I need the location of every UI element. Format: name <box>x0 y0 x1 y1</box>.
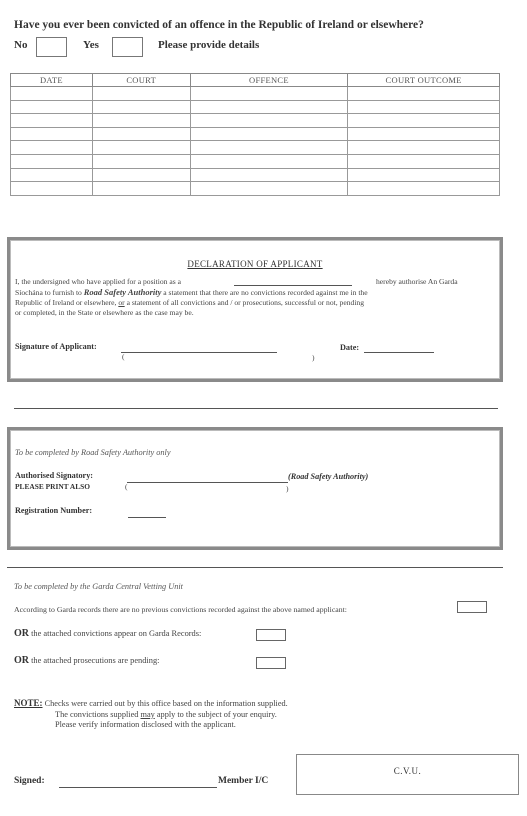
registration-label: Registration Number: <box>15 506 93 515</box>
signed-field[interactable] <box>59 787 217 788</box>
table-row <box>11 87 500 101</box>
conviction-question: Have you ever been convicted of an offence in the Republic of Ireland or elsewhere? <box>14 19 424 31</box>
table-cell[interactable] <box>190 127 348 141</box>
col-court-outcome: COURT OUTCOME <box>348 74 500 87</box>
table-cell[interactable] <box>11 168 93 182</box>
table-cell[interactable] <box>348 182 500 196</box>
convictions-table <box>10 73 500 196</box>
col-offence: OFFENCE <box>190 74 348 87</box>
note-line2a: The convictions supplied <box>55 709 139 719</box>
table-row <box>11 182 500 196</box>
table-cell[interactable] <box>92 127 190 141</box>
table-row <box>11 154 500 168</box>
table-row <box>11 141 500 155</box>
prosecutions-checkbox[interactable] <box>256 657 286 669</box>
note-line2b: apply to the subject of your enquiry. <box>156 709 277 719</box>
note-label: NOTE: <box>14 698 43 708</box>
declaration-panel <box>7 237 503 382</box>
table-header-row <box>11 74 500 87</box>
table-cell[interactable] <box>190 154 348 168</box>
table-cell[interactable] <box>190 141 348 155</box>
declaration-line3a: Republic of Ireland or elsewhere, <box>15 298 117 308</box>
gcvu-no-convictions: According to Garda records there are no previous convictions recorded against the above named applicant: <box>14 605 347 614</box>
table-cell[interactable] <box>348 87 500 101</box>
declaration-text <box>15 277 495 319</box>
gcvu-prosecutions-text: the attached prosecutions are pending: <box>31 656 160 665</box>
rsa-panel <box>7 427 503 550</box>
table-cell[interactable] <box>11 100 93 114</box>
table-row <box>11 114 500 128</box>
table-row <box>11 100 500 114</box>
table-cell[interactable] <box>348 168 500 182</box>
table-cell[interactable] <box>190 182 348 196</box>
yes-label: Yes <box>83 39 99 51</box>
table-row <box>11 168 500 182</box>
date-label: Date: <box>340 343 360 352</box>
table-cell[interactable] <box>92 141 190 155</box>
gcvu-convictions-text: the attached convictions appear on Garda Records: <box>31 629 202 638</box>
divider-2 <box>7 567 503 568</box>
no-checkbox[interactable] <box>36 37 67 57</box>
table-cell[interactable] <box>11 182 93 196</box>
organisation-name: Road Safety Authority <box>83 287 162 297</box>
gcvu-heading: To be completed by the Garda Central Vetting Unit <box>14 582 183 591</box>
table-cell[interactable] <box>190 87 348 101</box>
table-cell[interactable] <box>92 182 190 196</box>
table-cell[interactable] <box>190 100 348 114</box>
date-field[interactable] <box>364 352 434 353</box>
declaration-or: or <box>118 298 125 308</box>
table-cell[interactable] <box>11 114 93 128</box>
declaration-title: DECLARATION OF APPLICANT <box>187 259 323 269</box>
paren-close: ) <box>312 353 315 362</box>
note-may: may <box>140 709 155 719</box>
authority-label: (Road Safety Authority) <box>288 472 369 481</box>
note-line3: Please verify information disclosed with the applicant. <box>55 720 236 729</box>
declaration-line2a: Síochána to furnish to <box>15 288 82 297</box>
rsa-heading: To be completed by Road Safety Authority only <box>15 448 171 457</box>
table-cell[interactable] <box>11 127 93 141</box>
cvu-label: C.V.U. <box>393 766 422 776</box>
table-cell[interactable] <box>348 100 500 114</box>
declaration-line1b: hereby authorise An Garda <box>376 277 458 286</box>
applicant-signature-label: Signature of Applicant: <box>15 342 97 351</box>
print-paren-open: ( <box>125 482 128 491</box>
print-also-label: PLEASE PRINT ALSO <box>15 482 91 491</box>
col-court: COURT <box>92 74 190 87</box>
gcvu-or-2: OR <box>14 655 29 666</box>
declaration-line3b: a statement of all convictions and / or prosecutions, successful or not, pending <box>126 298 365 308</box>
table-cell[interactable] <box>348 141 500 155</box>
no-label: No <box>14 39 28 51</box>
paren-open: ( <box>122 352 125 361</box>
yes-checkbox[interactable] <box>112 37 143 57</box>
convictions-table-body <box>11 87 500 196</box>
gcvu-or-1: OR <box>14 628 29 639</box>
signed-label: Signed: <box>14 776 45 786</box>
divider-1 <box>14 408 498 409</box>
position-field[interactable] <box>234 285 352 286</box>
table-cell[interactable] <box>190 114 348 128</box>
convictions-checkbox[interactable] <box>256 629 286 641</box>
registration-field[interactable] <box>128 517 166 518</box>
table-cell[interactable] <box>11 87 93 101</box>
table-cell[interactable] <box>11 154 93 168</box>
table-row <box>11 127 500 141</box>
note-line1: Checks were carried out by this office based on the information supplied. <box>44 699 288 708</box>
cvu-stamp-box <box>296 754 519 795</box>
table-cell[interactable] <box>92 154 190 168</box>
table-cell[interactable] <box>92 168 190 182</box>
no-convictions-checkbox[interactable] <box>457 601 487 613</box>
applicant-signature-field[interactable] <box>121 352 277 353</box>
table-cell[interactable] <box>92 100 190 114</box>
col-date: DATE <box>11 74 93 87</box>
table-cell[interactable] <box>92 87 190 101</box>
gcvu-line2 <box>14 628 201 639</box>
gcvu-line3 <box>14 655 159 666</box>
table-cell[interactable] <box>348 114 500 128</box>
table-cell[interactable] <box>190 168 348 182</box>
print-paren-close: ) <box>286 484 289 493</box>
table-cell[interactable] <box>348 127 500 141</box>
note-block <box>14 698 288 731</box>
table-cell[interactable] <box>11 141 93 155</box>
table-cell[interactable] <box>92 114 190 128</box>
declaration-line2b: a statement that there are no convictions recorded against me in the <box>163 288 368 297</box>
table-cell[interactable] <box>348 154 500 168</box>
declaration-line1a: I, the undersigned who have applied for a position as a <box>15 277 181 286</box>
declaration-line4: or completed, in the State or elsewhere as the case may be. <box>15 308 194 318</box>
authorised-signatory-field[interactable] <box>127 482 288 483</box>
details-label: Please provide details <box>158 39 260 51</box>
authorised-signatory-label: Authorised Signatory: <box>15 471 94 480</box>
member-ic-label: Member I/C <box>218 776 269 786</box>
